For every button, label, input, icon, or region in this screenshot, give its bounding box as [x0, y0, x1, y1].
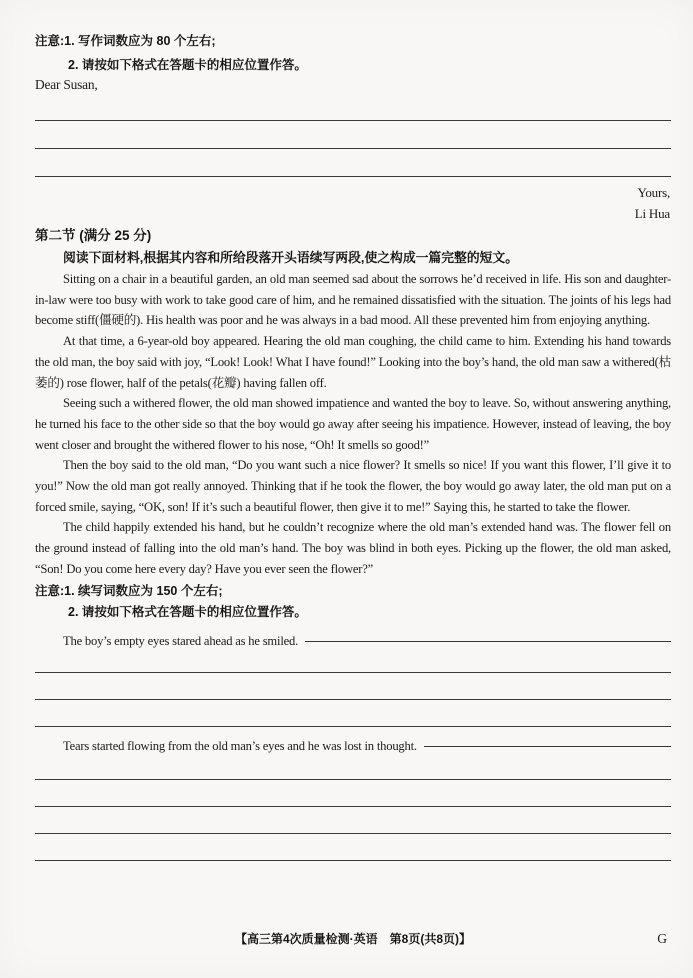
writing-line: [35, 120, 671, 121]
writing-line: [35, 780, 671, 807]
writing-line: [35, 757, 671, 780]
corner-mark: G: [657, 931, 667, 946]
paragraph-1-opening-sentence: The boy’s empty eyes stared ahead as he smiled.: [63, 633, 299, 648]
paragraph-2-opening-sentence: Tears started flowing from the old man’s eyes and he was lost in thought.: [63, 738, 417, 753]
writing-line: [35, 807, 671, 834]
writing-line: [35, 834, 671, 861]
note-line-2: 2. 请按如下格式在答题卡的相应位置作答。: [68, 604, 307, 619]
writing-line: [35, 673, 671, 700]
answer-blank-line: [305, 641, 671, 642]
continuation-task-notes: [35, 581, 671, 623]
story-paragraph: Sitting on a chair in a beautiful garden, an old man seemed sad about the sorrows he’d received in life. His son and daughter-in-law were too busy with work to take good care of him, and he remained dissatisfied with the situation. The joints of his legs had become stiff(僵硬的). His health was poor and he was always in a bad mood. All these prevented him from enjoying anything.: [35, 272, 671, 328]
writing-task-notes: [35, 29, 671, 77]
section-heading: 第二节 (满分 25 分): [35, 228, 152, 243]
story-and-answer-area: [35, 269, 671, 861]
letter-closing: Yours,: [637, 185, 670, 200]
story-paragraph: The child happily extended his hand, but he couldn’t recognize where the old man’s extended hand was. The flower fell on the ground instead of falling into the old man’s hand. The boy was blind in both eyes. Picking up the flower, the old man asked, “Son! Do you come here every day? Have you ever seen the flower?”: [35, 520, 671, 576]
section-instruction: 阅读下面材料,根据其内容和所给段落开头语续写两段,使之构成一篇完整的短文。: [63, 250, 519, 265]
story-paragraph: Seeing such a withered flower, the old man showed impatience and wanted the boy to leave. So, without answering anything, he turned his face to the other side so that the boy would go away after seeing his impatience. However, instead of leaving, the boy went closer and brought the withered flower to his nose, “Oh! It smells so good!”: [35, 396, 671, 452]
writing-line: [35, 148, 671, 149]
note-line-1: 注意:1. 写作词数应为 80 个左右;: [35, 34, 216, 48]
story-paragraph: Then the boy said to the old man, “Do you want such a nice flower? It smells so nice! If you want this flower, I’ll give it to you!” Now the old man got really annoyed. Thinking that if he took the flower, the boy would go away later, the old man put on a forced smile, saying, “OK, son! If it’s such a beautiful flower, then give it to me!” Saying this, he started to take the flower.: [35, 458, 671, 514]
note-line-2: 2. 请按如下格式在答题卡的相应位置作答。: [68, 58, 307, 72]
page-footer: 【高三第4次质量检测·英语 第8页(共8页)】: [234, 932, 471, 946]
writing-line: [35, 700, 671, 727]
letter-salutation: Dear Susan,: [35, 77, 98, 92]
paragraph-2-opening-row: [35, 736, 671, 757]
note-line-1: 注意:1. 续写词数应为 150 个左右;: [35, 583, 223, 598]
story-paragraph: At that time, a 6-year-old boy appeared. Hearing the old man coughing, the child came to him. Extending his hand towards the old man, the boy said with joy, “Look! Look! What I have found!” Looking into the boy’s hand, the old man saw a withered(枯萎的) rose flower, half of the petals(花瓣) having fallen off.: [35, 334, 671, 390]
writing-line: [35, 652, 671, 673]
paragraph-1-opening-row: [35, 631, 671, 652]
writing-line: [35, 176, 671, 177]
answer-blank-line: [424, 746, 671, 747]
letter-signature: Li Hua: [634, 206, 670, 221]
